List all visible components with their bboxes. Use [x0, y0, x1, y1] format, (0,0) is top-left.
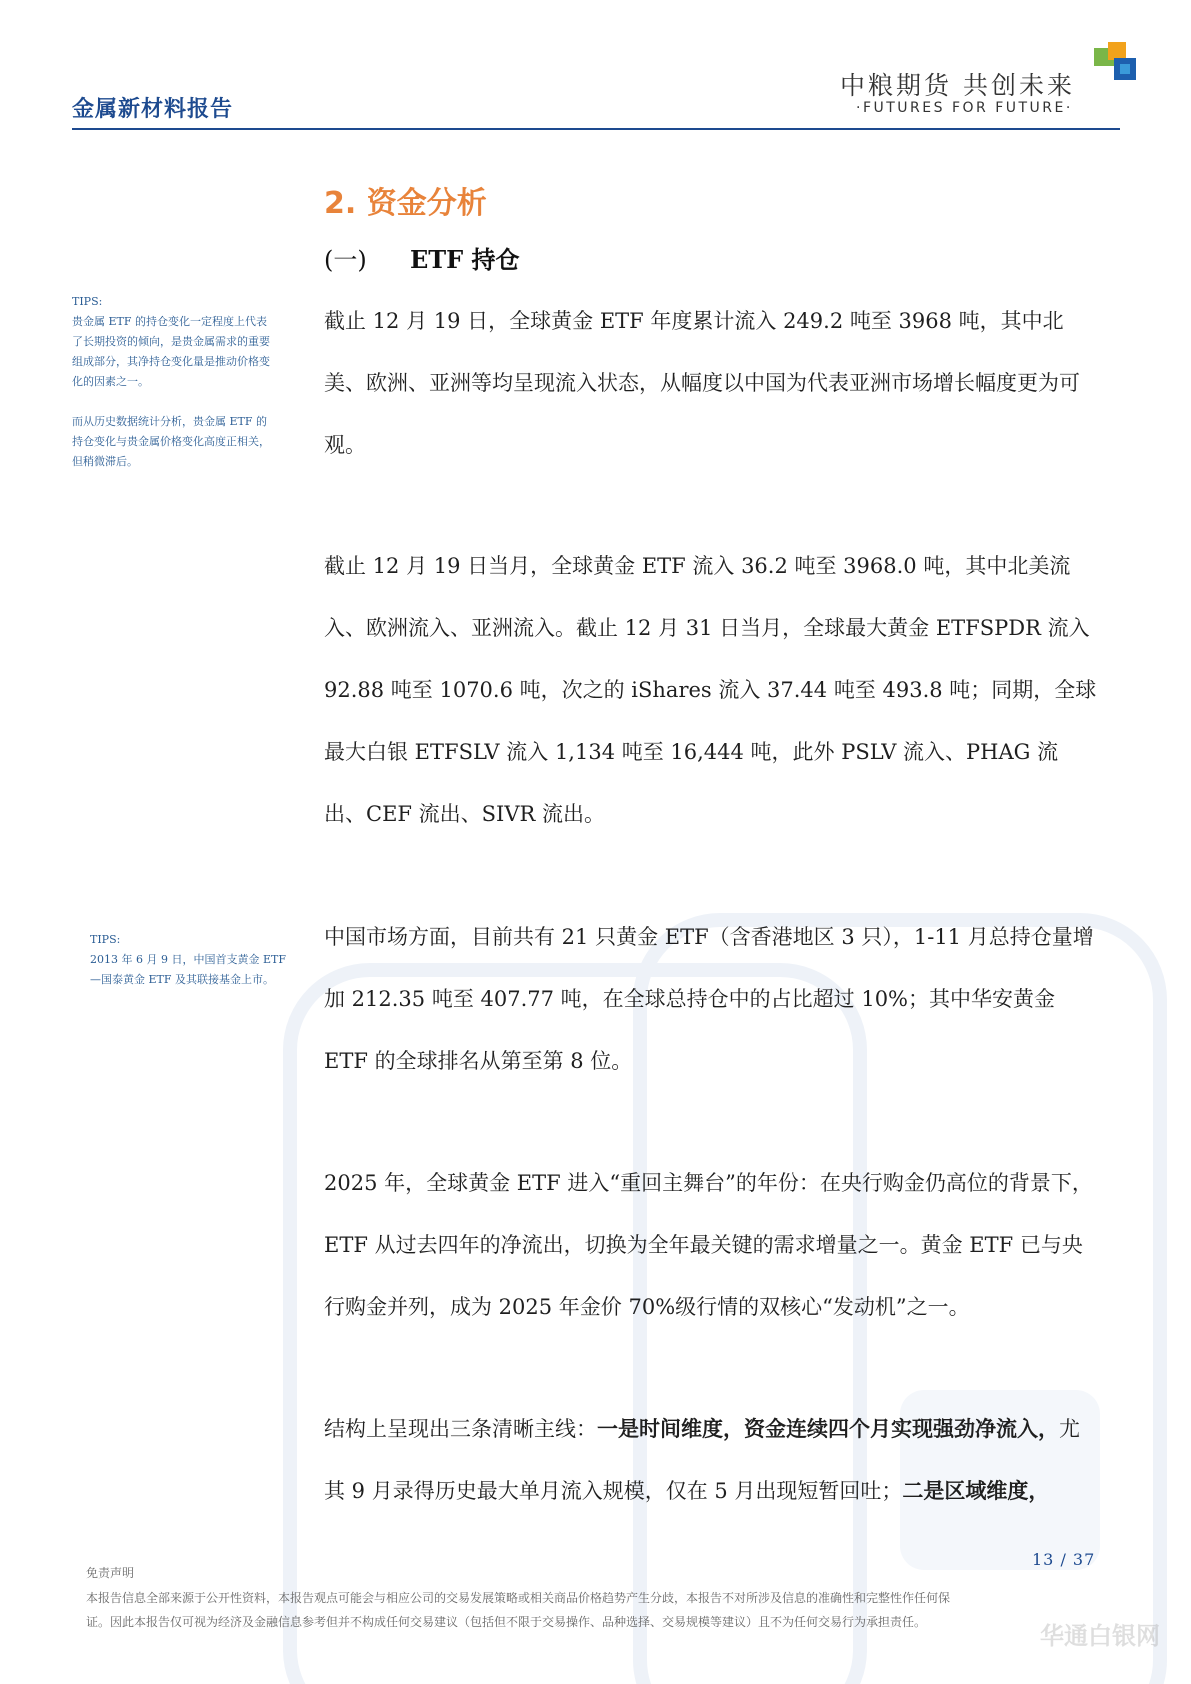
paragraph-4: 2025 年，全球黄金 ETF 进入“重回主舞台”的年份：在央行购金仍高位的背景下，ETF 从过去四年的净流出，切换为全年最关键的需求增量之一。黄金 ETF 已与央行购金并列，成为 2025 年金价 70%级行情的双核心“发动机”之一。 [324, 1171, 1093, 1319]
report-title: 金属新材料报告 [72, 97, 234, 122]
tips-text: 2013 年 6 月 9 日，中国首支黄金 ETF—国泰黄金 ETF 及其联接基金上市。 [90, 953, 286, 986]
brand-name-cn: 中粮期货 共创未来 [840, 71, 1075, 100]
section-heading: 2. 资金分析 [324, 186, 487, 221]
disclaimer-line: 本报告信息全部来源于公开性资料，本报告观点可能会与相应公司的交易发展策略或相关商品价格趋势产生分歧，本报告不对所涉及信息的准确性和完整性作任何保 [86, 1591, 951, 1605]
watermark-logo: 华通白银网 [1040, 1622, 1160, 1650]
tips-text: 贵金属 ETF 的持仓变化一定程度上代表了长期投资的倾向，是贵金属需求的重要组成部分，其净持仓变化量是推动价格变化的因素之一。 [72, 315, 270, 388]
cofco-futures-logo-icon [1094, 42, 1136, 82]
paragraph-3: 中国市场方面，目前共有 21 只黄金 ETF（含香港地区 3 只），1-11 月总持仓量增加 212.35 吨至 407.77 吨，在全球总持仓中的占比超过 10%；其中华安黄金 ETF 的全球排名从第至第 8 位。 [324, 925, 1094, 1073]
tips-text-2: 而从历史数据统计分析，贵金属 ETF 的持仓变化与贵金属价格变化高度正相关，但稍微滞后。 [72, 415, 270, 468]
disclaimer-body [86, 1586, 1032, 1634]
tips-label: TIPS: [90, 933, 121, 946]
brand-slogan-en: ·FUTURES FOR FUTURE· [856, 100, 1073, 116]
tips-label: TIPS: [72, 295, 103, 308]
paragraph-5 [324, 1398, 1100, 1522]
paragraph-5-bold: 一是时间维度，资金连续四个月实现强劲净流入， [597, 1416, 1059, 1441]
header-rule [72, 128, 1120, 130]
paragraph-5-text: 结构上呈现出三条清晰主线： [324, 1417, 597, 1441]
subsection-number: (一) [324, 246, 367, 274]
paragraph-5-bold-2: 二是区域维度， [902, 1478, 1050, 1503]
subsection-title: ETF 持仓 [410, 245, 520, 274]
sidebar-tips-2 [90, 930, 286, 990]
sidebar-tips-1 [72, 292, 277, 472]
disclaimer-line: 证。因此本报告仅可视为经济及金融信息参考但并不构成任何交易建议（包括但不限于交易操作、品种选择、交易规模等建议）且不为任何交易行为承担责任。 [86, 1615, 927, 1629]
paragraph-1: 截止 12 月 19 日，全球黄金 ETF 年度累计流入 249.2 吨至 3968 吨，其中北美、欧洲、亚洲等均呈现流入状态，从幅度以中国为代表亚洲市场增长幅度更为可观。 [324, 309, 1080, 457]
paragraph-2: 截止 12 月 19 日当月，全球黄金 ETF 流入 36.2 吨至 3968.0 吨，其中北美流入、欧洲流入、亚洲流入。截止 12 月 31 日当月，全球最大黄金 ETFSPDR 流入 92.88 吨至 1070.6 吨，次之的 iShares 流入 37.44 吨至 493.8 吨；同期，全球最大白银 ETFSLV 流入 1,134 吨至 16,444 吨，此外 PSLV 流入、PHAG 流出、CEF 流出、SIVR 流出。 [324, 554, 1097, 826]
paragraph-5-text-2: 尤其 9 月录得历史最大单月流入规模，仅在 5 月出现短暂回吐； [324, 1417, 1080, 1503]
subsection-heading [324, 240, 520, 275]
disclaimer-title: 免责声明 [86, 1566, 135, 1580]
page-number: 13 / 37 [1032, 1550, 1096, 1569]
